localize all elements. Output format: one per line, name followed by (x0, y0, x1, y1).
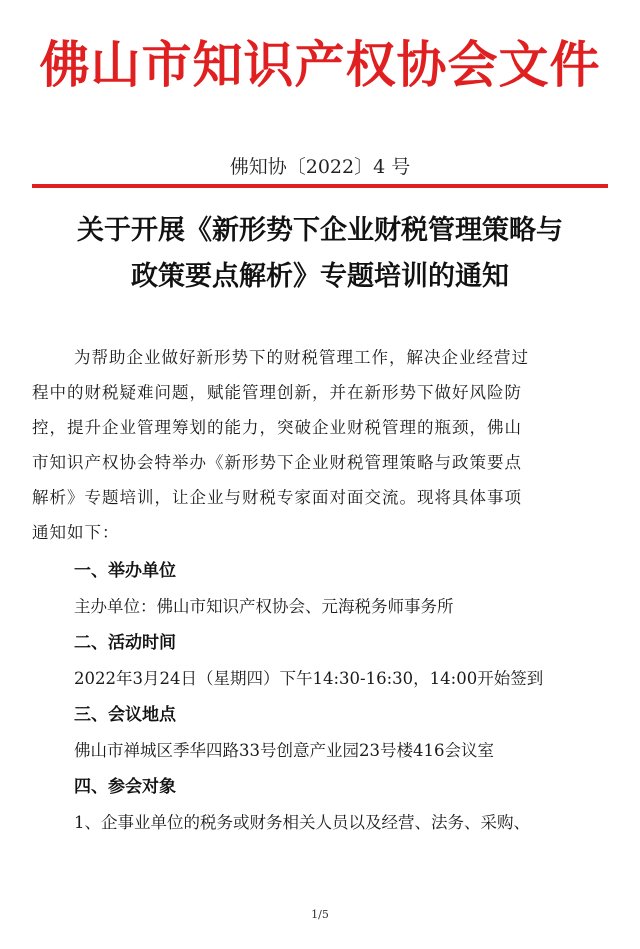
notice-title (30, 208, 610, 300)
org-masthead-title: 佛山市知识产权协会文件 (39, 35, 601, 94)
section-heading-organizer: 一、举办单位 (74, 561, 176, 581)
document-number: 佛知协〔2022〕4 号 (229, 156, 411, 178)
section-content-time: 2022年3月24日（星期四）下午14:30-16:30，14:00开始签到 (74, 669, 544, 688)
section-heading-venue: 三、会议地点 (74, 705, 176, 725)
intro-line: 解析》专题培训，让企业与财税专家面对面交流。现将具体事项 (32, 488, 522, 507)
section-heading-attendees: 四、参会对象 (74, 777, 176, 797)
intro-line: 为帮助企业做好新形势下的财税管理工作，解决企业经营过 (74, 348, 529, 367)
page-indicator: 1/5 (311, 908, 329, 921)
section-content-attendees: 1、企事业单位的税务或财务相关人员以及经营、法务、采购、 (74, 813, 530, 832)
notice-title-line-1: 关于开展《新形势下企业财税管理策略与 (77, 215, 563, 246)
intro-line: 控，提升企业管理筹划的能力，突破企业财税管理的瓶颈，佛山 (32, 418, 522, 437)
intro-line: 程中的财税疑难问题，赋能管理创新，并在新形势下做好风险防 (32, 383, 522, 402)
intro-line: 市知识产权协会特举办《新形势下企业财税管理策略与政策要点 (32, 453, 522, 472)
notice-body (32, 340, 608, 838)
section-heading-time: 二、活动时间 (74, 633, 176, 653)
intro-line: 通知如下： (32, 523, 120, 542)
red-divider-rule (32, 184, 608, 188)
notice-title-line-2: 政策要点解析》专题培训的通知 (131, 261, 509, 292)
section-content-venue: 佛山市禅城区季华四路33号创意产业园23号楼416会议室 (74, 741, 494, 760)
section-content-organizer: 主办单位：佛山市知识产权协会、元海税务师事务所 (74, 597, 454, 616)
intro-paragraph (32, 340, 608, 550)
